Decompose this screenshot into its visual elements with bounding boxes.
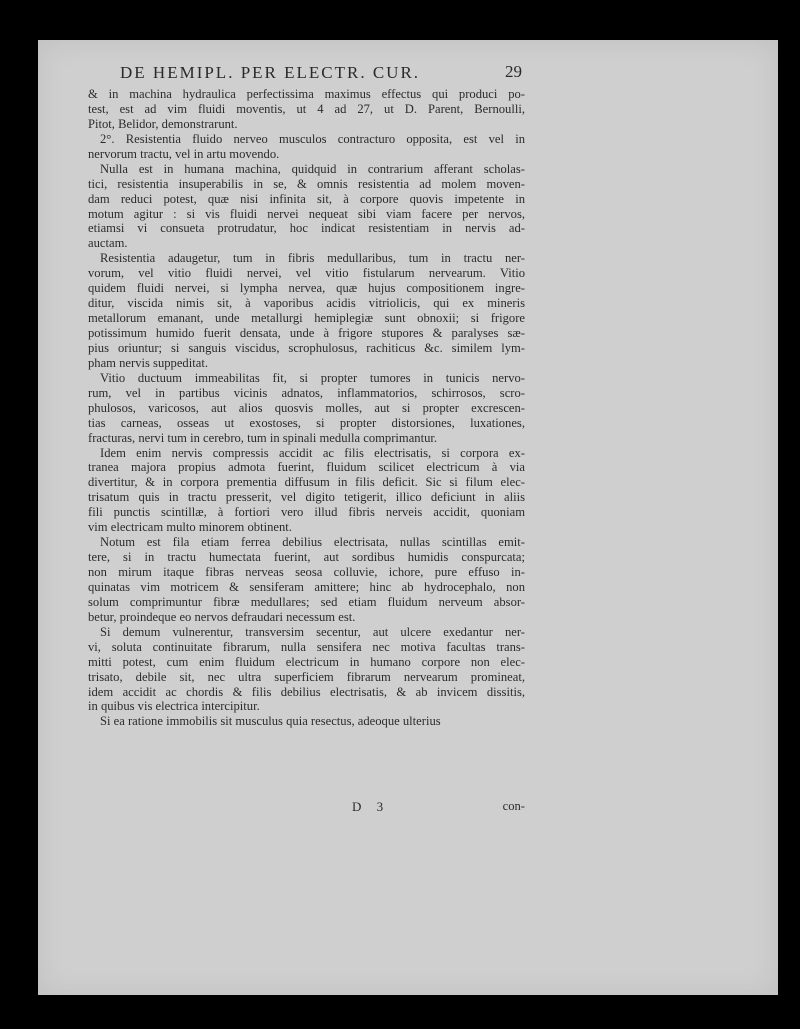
running-title: DE HEMIPL. PER ELECTR. CUR. — [120, 63, 421, 82]
text-line: 2°. Resistentia fluido nerveo musculos contracturo opposita, est vel in — [100, 131, 525, 146]
text-line: fracturas, nervi tum in cerebro, tum in spinali medulla comprimantur. — [88, 430, 438, 445]
text-line: quidem fluidi nervei, si lympha nervea, quæ hujus compositionem ingre- — [88, 281, 525, 296]
text-line: vi, soluta continuitate fibrarum, nulla sensifera nec motiva facultas trans- — [88, 639, 525, 654]
text-line: tici, resistentia insuperabilis in se, & omnis resistentia ad molem moven- — [88, 176, 525, 191]
text-line: non mirum itaque fibras nerveas seosa colluvie, ichore, pure effuso in- — [88, 565, 525, 579]
text-line: vim electricam multo minorem obtinent. — [88, 520, 292, 535]
body-text — [88, 87, 525, 729]
text-line: Resistentia adaugetur, tum in fibris medullaribus, tum in tractu ner- — [100, 251, 525, 266]
text-line: tias carneas, osseas ut exostoses, si propter distorsiones, luxationes, — [88, 415, 525, 430]
text-line: etiamsi vi consueta protrudatur, hoc indicat resistentiam in nervis ad- — [88, 221, 525, 236]
text-line: test, est ad vim fluidi moventis, ut 4 ad 27, ut D. Parent, Bernoulli, — [88, 101, 525, 116]
text-line: tranea majora propius admota fuerint, fluidum scilicet electricum à via — [88, 460, 525, 475]
text-line: pham nervis suppeditat. — [88, 355, 208, 370]
text-line: trisato, debile sit, nec ultra superficiem fibrarum nervearum promineat, — [88, 669, 525, 684]
text-line: trisatum quis in tractu presserit, vel digito tetigerit, illico deficiunt in aliis — [88, 490, 525, 505]
text-line: Idem enim nervis compressis accidit ac filis electrisatis, si corpora ex- — [100, 445, 525, 460]
text-line: ditur, viscida nimis sit, à vaporibus acidis vitriolicis, qui ex mineris — [88, 296, 525, 311]
text-line: fili punctis scintillæ, à fortiori vero illud fibris nerveis accidit, quoniam — [88, 505, 525, 520]
text-line: quinatas vim motricem & sensiferam amittere; hinc ab hydrocephalo, non — [88, 579, 525, 594]
text-line: Notum est fila etiam ferrea debilius electrisata, nullas scintillas emit- — [100, 535, 525, 550]
text-line: Si ea ratione immobilis sit musculus quia resectus, adeoque ulterius — [100, 714, 441, 729]
page-footer — [88, 799, 525, 815]
text-line: metallorum emanant, unde metallurgi hemiplegiæ sunt obnoxii; si frigore — [88, 311, 525, 326]
text-line: motum agitur : si vis fluidi nervei nequeat sibi viam facere per nervos, — [88, 206, 525, 221]
text-line: Vitio ductuum immeabilitas fit, si propter tumores in tunicis nervo- — [100, 370, 525, 385]
text-line: mitti potest, cum enim fluidum electricum in humano corpore non elec- — [88, 654, 525, 669]
text-line: pius oriuntur; si sanguis viscidus, scrophulosus, rachiticus &c. similem lym- — [88, 340, 525, 355]
text-line: rum, vel in partibus vicinis adnatos, inflammatorios, schirrosos, scro- — [88, 385, 525, 400]
text-line: betur, proindeque eo nervos defraudari necessum est. — [88, 609, 356, 624]
catchword: con- — [502, 799, 525, 813]
page-number: 29 — [505, 62, 522, 81]
text-line: nervorum tractu, vel in artu movendo. — [88, 146, 280, 161]
text-line: idem accidit ac chordis & filis debilius electrisatis, & ab invicem dissitis, — [88, 684, 525, 699]
text-line: Pitot, Belidor, demonstrarunt. — [88, 116, 238, 131]
signature-mark: D 3 — [352, 799, 390, 814]
text-line: solum comprimuntur fibræ medullares; sed etiam fluidum nerveum absor- — [88, 594, 525, 609]
text-line: in quibus vis electrica intercipitur. — [88, 699, 260, 714]
text-line: auctam. — [88, 236, 128, 251]
text-line: Si demum vulnerentur, transversim secentur, aut ulcere exedantur ner- — [100, 624, 525, 639]
text-line: & in machina hydraulica perfectissima maximus effectus qui produci po- — [88, 87, 525, 101]
text-line: potissimum humido fuerit densata, unde à frigore stupores & paralyses sæ- — [88, 326, 525, 340]
text-line: phulosos, varicosos, aut alios quosvis molles, aut si propter excrescen- — [88, 400, 525, 415]
text-line: dam reduci potest, quæ nisi infinita sit, à corpore quovis impetente in — [88, 191, 525, 206]
text-line: tere, si in tractu humectata fuerint, aut sordibus humidis conspurcata; — [88, 550, 525, 565]
text-line: vorum, vel vitio fluidi nervei, vel vitio fistularum nervearum. Vitio — [88, 266, 525, 281]
text-line: Nulla est in humana machina, quidquid in contrarium afferant scholas- — [100, 161, 525, 176]
text-line: divertitur, & in corpora prementia diffusum in filis deficit. Sic si filum elec- — [88, 475, 525, 490]
